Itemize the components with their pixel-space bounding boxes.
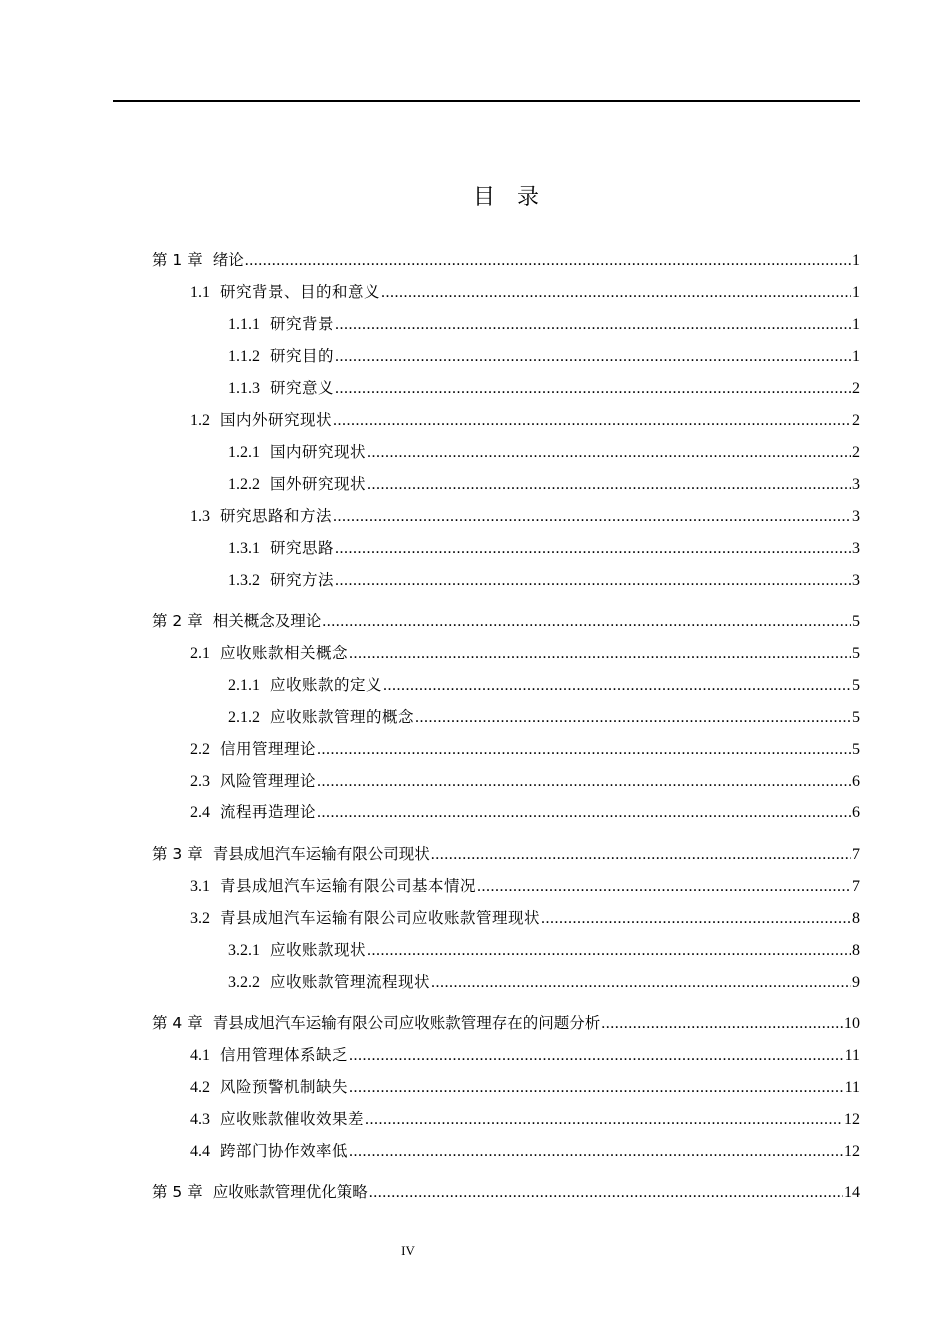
toc-entry-label: 青县成旭汽车运输有限公司应收账款管理存在的问题分析	[212, 1014, 601, 1032]
toc-section-entry[interactable]	[190, 737, 860, 761]
toc-entry-number: 2.4	[190, 804, 210, 821]
toc-entry-page: 8	[852, 942, 860, 959]
toc-leader-dots	[317, 801, 851, 825]
toc-subsection-entry[interactable]	[228, 970, 860, 994]
toc-entry-page: 5	[852, 741, 860, 758]
toc-leader-dots	[335, 377, 851, 401]
toc-entry-number: 3.2.1	[228, 942, 260, 959]
toc-entry-label: 信用管理理论	[220, 740, 317, 758]
toc-entry-number: 1.1.2	[228, 348, 260, 365]
toc-leader-dots	[383, 674, 851, 698]
toc-leader-dots	[245, 249, 851, 273]
toc-entry-page: 5	[852, 709, 860, 726]
toc-leader-dots	[431, 843, 851, 867]
toc-entry-page: 14	[844, 1184, 860, 1201]
toc-subsection-entry[interactable]	[228, 568, 860, 592]
toc-leader-dots	[333, 409, 851, 433]
toc-title: 目 录	[472, 185, 539, 210]
toc-section-entry[interactable]	[190, 769, 860, 793]
toc-entry-label: 研究背景、目的和意义	[220, 283, 381, 301]
toc-subsection-entry[interactable]	[228, 705, 860, 729]
toc-entry-number: 第 3 章	[152, 845, 203, 863]
toc-entry-number: 3.1	[190, 878, 210, 895]
toc-entry-page: 5	[852, 613, 860, 630]
toc-entry-page: 8	[852, 910, 860, 927]
toc-entry-label: 国内外研究现状	[220, 411, 333, 429]
toc-entry-label: 研究背景	[270, 315, 335, 333]
toc-leader-dots	[335, 569, 851, 593]
toc-entry-label: 国外研究现状	[270, 475, 367, 493]
toc-entry-number: 1.3	[190, 508, 210, 525]
toc-leader-dots	[349, 642, 851, 666]
toc-leader-dots	[369, 1181, 843, 1205]
toc-chapter-entry[interactable]	[152, 609, 860, 633]
toc-entry-label: 应收账款催收效果差	[220, 1110, 365, 1128]
toc-entry-page: 5	[852, 677, 860, 694]
toc-entry-page: 3	[852, 540, 860, 557]
toc-section-entry[interactable]	[190, 1043, 860, 1067]
toc-entry-page: 6	[852, 804, 860, 821]
toc-entry-page: 5	[852, 645, 860, 662]
toc-entry-label: 青县成旭汽车运输有限公司应收账款管理现状	[220, 909, 541, 927]
toc-entry-number: 1.1.3	[228, 380, 260, 397]
toc-chapter-entry[interactable]	[152, 248, 860, 272]
toc-entry-label: 应收账款管理优化策略	[212, 1183, 368, 1201]
toc-entry-label: 研究思路和方法	[220, 507, 333, 525]
toc-entry-number: 1.2	[190, 412, 210, 429]
toc-subsection-entry[interactable]	[228, 673, 860, 697]
toc-entry-number: 1.2.1	[228, 444, 260, 461]
toc-leader-dots	[322, 610, 851, 634]
toc-entry-page: 3	[852, 572, 860, 589]
toc-leader-dots	[381, 281, 851, 305]
toc-leader-dots	[335, 537, 851, 561]
toc-entry-label: 相关概念及理论	[212, 612, 322, 630]
toc-entry-label: 青县成旭汽车运输有限公司基本情况	[220, 877, 477, 895]
toc-entry-label: 研究意义	[270, 379, 335, 397]
toc-chapter-entry[interactable]	[152, 842, 860, 866]
toc-entry-label: 应收账款现状	[270, 941, 367, 959]
toc-section-entry[interactable]	[190, 1107, 860, 1131]
toc-leader-dots	[367, 441, 851, 465]
toc-entry-label: 应收账款相关概念	[220, 644, 349, 662]
toc-entry-label: 绪论	[212, 251, 244, 269]
toc-leader-dots	[415, 706, 851, 730]
toc-entry-page: 7	[852, 878, 860, 895]
toc-entry-number: 第 5 章	[152, 1183, 203, 1201]
toc-entry-number: 第 1 章	[152, 251, 203, 269]
toc-entry-number: 2.1.1	[228, 677, 260, 694]
toc-entry-label: 研究目的	[270, 347, 335, 365]
toc-leader-dots	[333, 505, 851, 529]
toc-entry-page: 10	[844, 1015, 860, 1032]
toc-entry-label: 应收账款的定义	[270, 676, 383, 694]
toc-entry-page: 6	[852, 773, 860, 790]
toc-section-entry[interactable]	[190, 641, 860, 665]
toc-entry-page: 1	[852, 348, 860, 365]
toc-leader-dots	[365, 1108, 843, 1132]
toc-entry-page: 12	[844, 1111, 860, 1128]
toc-subsection-entry[interactable]	[228, 536, 860, 560]
toc-leader-dots	[367, 473, 851, 497]
toc-entry-page: 11	[844, 1079, 860, 1096]
toc-entry-label: 流程再造理论	[220, 803, 317, 821]
toc-entry-number: 2.1.2	[228, 709, 260, 726]
toc-section-entry[interactable]	[190, 874, 860, 898]
toc-entry-number: 2.3	[190, 773, 210, 790]
toc-leader-dots	[477, 875, 851, 899]
toc-section-entry[interactable]	[190, 504, 860, 528]
toc-leader-dots	[349, 1076, 844, 1100]
toc-leader-dots	[317, 738, 851, 762]
toc-entry-label: 风险管理理论	[220, 772, 317, 790]
toc-entry-label: 跨部门协作效率低	[220, 1142, 349, 1160]
toc-entry-number: 2.2	[190, 741, 210, 758]
toc-leader-dots	[541, 907, 851, 931]
toc-entry-label: 风险预警机制缺失	[220, 1078, 349, 1096]
toc-leader-dots	[349, 1044, 844, 1068]
toc-entry-page: 1	[852, 284, 860, 301]
toc-entry-page: 9	[852, 974, 860, 991]
toc-section-entry[interactable]	[190, 280, 860, 304]
toc-subsection-entry[interactable]	[228, 344, 860, 368]
toc-entry-number: 4.1	[190, 1047, 210, 1064]
toc-chapter-entry[interactable]	[152, 1011, 860, 1035]
toc-entry-number: 4.4	[190, 1143, 210, 1160]
toc-entry-page: 11	[844, 1047, 860, 1064]
toc-subsection-entry[interactable]	[228, 312, 860, 336]
toc-entry-page: 1	[852, 252, 860, 269]
toc-section-entry[interactable]	[190, 1075, 860, 1099]
toc-entry-page: 1	[852, 316, 860, 333]
toc-entry-number: 1.3.2	[228, 572, 260, 589]
toc-entry-label: 青县成旭汽车运输有限公司现状	[212, 845, 430, 863]
toc-entry-number: 3.2.2	[228, 974, 260, 991]
toc-section-entry[interactable]	[190, 1139, 860, 1163]
toc-entry-label: 应收账款管理的概念	[270, 708, 415, 726]
toc-entry-number: 1.1.1	[228, 316, 260, 333]
toc-entry-page: 2	[852, 412, 860, 429]
toc-leader-dots	[431, 971, 851, 995]
toc-section-entry[interactable]	[190, 408, 860, 432]
toc-entry-number: 4.3	[190, 1111, 210, 1128]
page-number: IV	[401, 1243, 415, 1258]
toc-entry-number: 3.2	[190, 910, 210, 927]
toc-entry-number: 1.2.2	[228, 476, 260, 493]
toc-entry-page: 2	[852, 380, 860, 397]
toc-entry-number: 1.3.1	[228, 540, 260, 557]
toc-entry-page: 7	[852, 846, 860, 863]
toc-leader-dots	[367, 939, 851, 963]
toc-entry-page: 3	[852, 476, 860, 493]
toc-entry-page: 12	[844, 1143, 860, 1160]
toc-section-entry[interactable]	[190, 800, 860, 824]
toc-leader-dots	[349, 1140, 843, 1164]
toc-entry-label: 国内研究现状	[270, 443, 367, 461]
toc-entry-number: 1.1	[190, 284, 210, 301]
toc-leader-dots	[335, 313, 851, 337]
toc-leader-dots	[317, 770, 851, 794]
toc-leader-dots	[601, 1012, 843, 1036]
toc-subsection-entry[interactable]	[228, 472, 860, 496]
toc-subsection-entry[interactable]	[228, 376, 860, 400]
toc-entry-number: 第 4 章	[152, 1014, 203, 1032]
toc-entry-label: 信用管理体系缺乏	[220, 1046, 349, 1064]
toc-leader-dots	[335, 345, 851, 369]
toc-entry-label: 应收账款管理流程现状	[270, 973, 431, 991]
toc-entry-number: 2.1	[190, 645, 210, 662]
toc-subsection-entry[interactable]	[228, 440, 860, 464]
toc-entry-number: 第 2 章	[152, 612, 203, 630]
toc-entry-label: 研究思路	[270, 539, 335, 557]
toc-entry-label: 研究方法	[270, 571, 335, 589]
toc-entry-number: 4.2	[190, 1079, 210, 1096]
toc-section-entry[interactable]	[190, 906, 860, 930]
toc-subsection-entry[interactable]	[228, 938, 860, 962]
toc-entry-page: 3	[852, 508, 860, 525]
toc-chapter-entry[interactable]	[152, 1180, 860, 1204]
toc-entry-page: 2	[852, 444, 860, 461]
